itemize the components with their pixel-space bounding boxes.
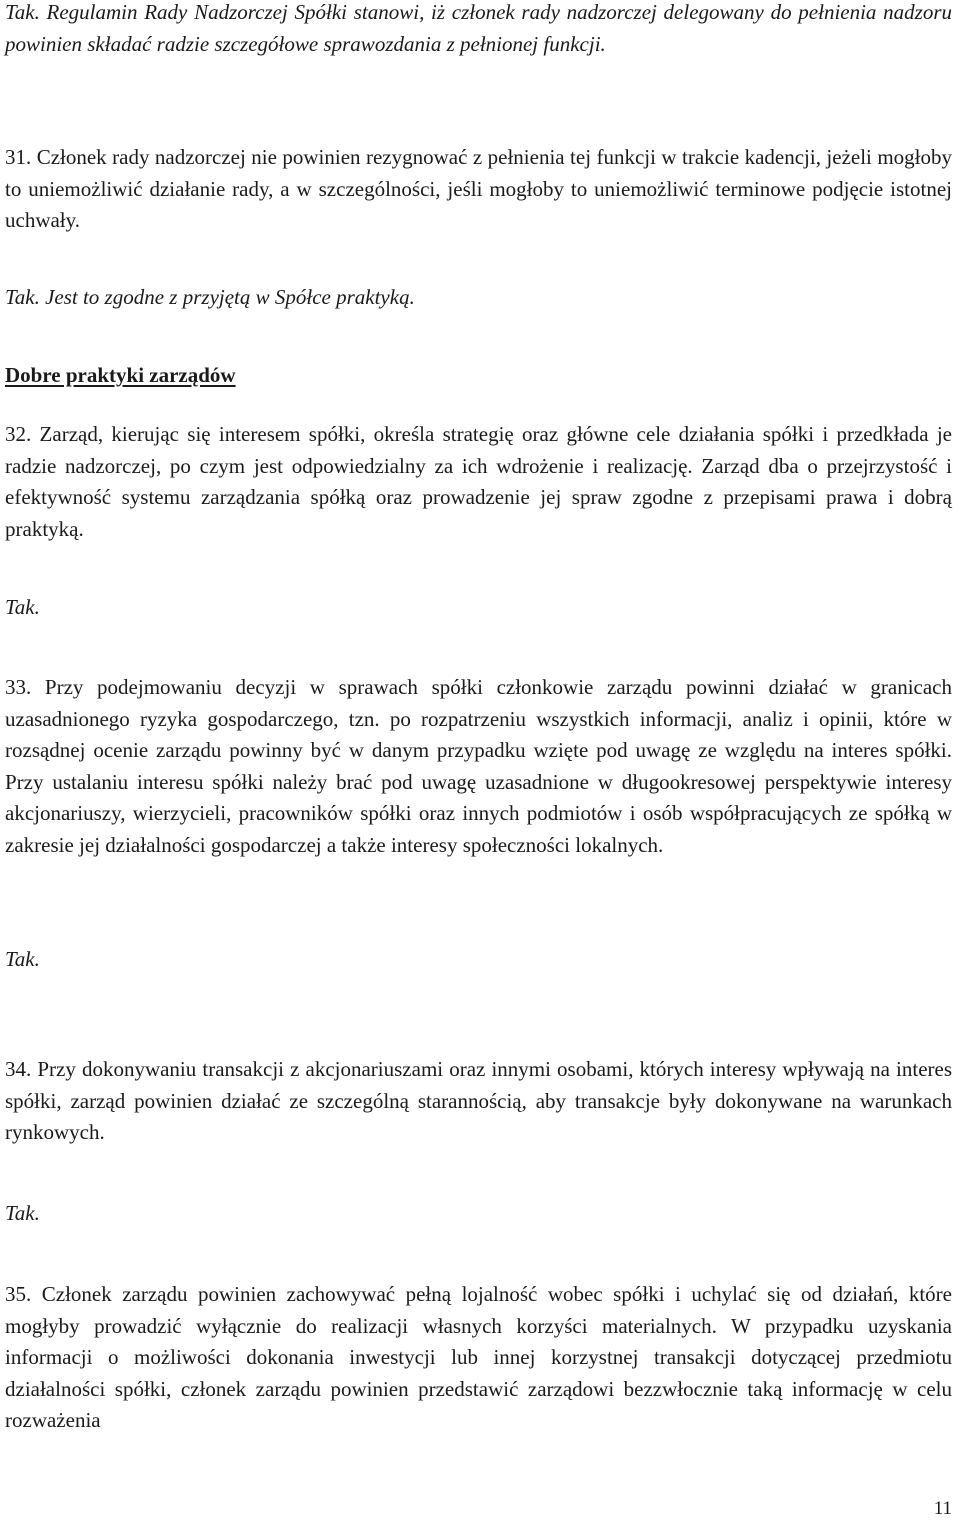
section-31-number: 31.	[5, 145, 32, 169]
section-34	[5, 1054, 952, 1149]
section-33-text: Przy podejmowaniu decyzji w sprawach spółki członkowie zarządu powinni działać w granicach uzasadnionego ryzyka gospodarczego, tzn. po rozpatrzeniu wszystkich informacji, analiz i opinii, które w rozsądnej ocenie zarządu powinny być w danym przypadku wzięte pod uwagę ze względu na interes spółki. Przy ustalaniu interesu spółki należy brać pod uwagę uzasadnione w długookresowej perspektywie interesy akcjonariuszy, wierzycieli, pracowników spółki oraz innych podmiotów i osób współpracujących ze spółką w zakresie jej działalności gospodarczej a także interesy społeczności lokalnych.	[5, 675, 952, 857]
section-31-answer: Tak. Jest to zgodne z przyjętą w Spółce praktyką.	[5, 285, 415, 309]
section-35-number: 35.	[5, 1282, 32, 1306]
section-35-text: Członek zarządu powinien zachowywać pełną lojalność wobec spółki i uchylać się od działań, które mogłyby prowadzić wyłącznie do realizacji własnych korzyści materialnych. W przypadku uzyskania informacji o możliwości dokonania inwestycji lub innej korzystnej transakcji dotyczącej przedmiotu działalności spółki, członek zarządu powinien przedstawić zarządowi bezzwłocznie taką informację w celu rozważenia	[5, 1282, 953, 1432]
section-34-number: 34.	[5, 1057, 32, 1081]
section-32	[5, 419, 952, 545]
section-32-number: 32.	[5, 422, 32, 446]
section-33-number: 33.	[5, 675, 32, 699]
paragraph-regulamin-answer: Tak. Regulamin Rady Nadzorczej Spółki stanowi, iż członek rady nadzorczej delegowany do pełnienia nadzoru powinien składać radzie szczegółowe sprawozdania z pełnionej funkcji.	[5, 0, 952, 56]
section-33-answer: Tak.	[5, 947, 40, 971]
section-33	[5, 672, 952, 861]
page-number: 11	[933, 1498, 952, 1519]
section-32-text: Zarząd, kierując się interesem spółki, określa strategię oraz główne cele działania spółki i przedkłada je radzie nadzorczej, po czym jest odpowiedzialny za ich wdrożenie i realizację. Zarząd dba o przejrzystość i efektywność systemu zarządzania spółką oraz prowadzenie jej spraw zgodne z przepisami prawa i dobrą praktyką.	[5, 422, 953, 541]
section-34-text: Przy dokonywaniu transakcji z akcjonariuszami oraz innymi osobami, których interesy wpływają na interes spółki, zarząd powinien działać ze szczególną starannością, aby transakcje były dokonywane na warunkach rynkowych.	[5, 1057, 953, 1144]
document-page	[5, 0, 952, 1526]
section-35	[5, 1279, 952, 1437]
section-31-text: Członek rady nadzorczej nie powinien rezygnować z pełnienia tej funkcji w trakcie kadencji, jeżeli mogłoby to uniemożliwić działanie rady, a w szczególności, jeśli mogłoby to uniemożliwić terminowe podjęcie istotnej uchwały.	[5, 145, 953, 232]
section-heading: Dobre praktyki zarządów	[5, 363, 236, 387]
section-32-answer: Tak.	[5, 595, 40, 619]
section-34-answer: Tak.	[5, 1201, 40, 1225]
section-31	[5, 142, 952, 237]
